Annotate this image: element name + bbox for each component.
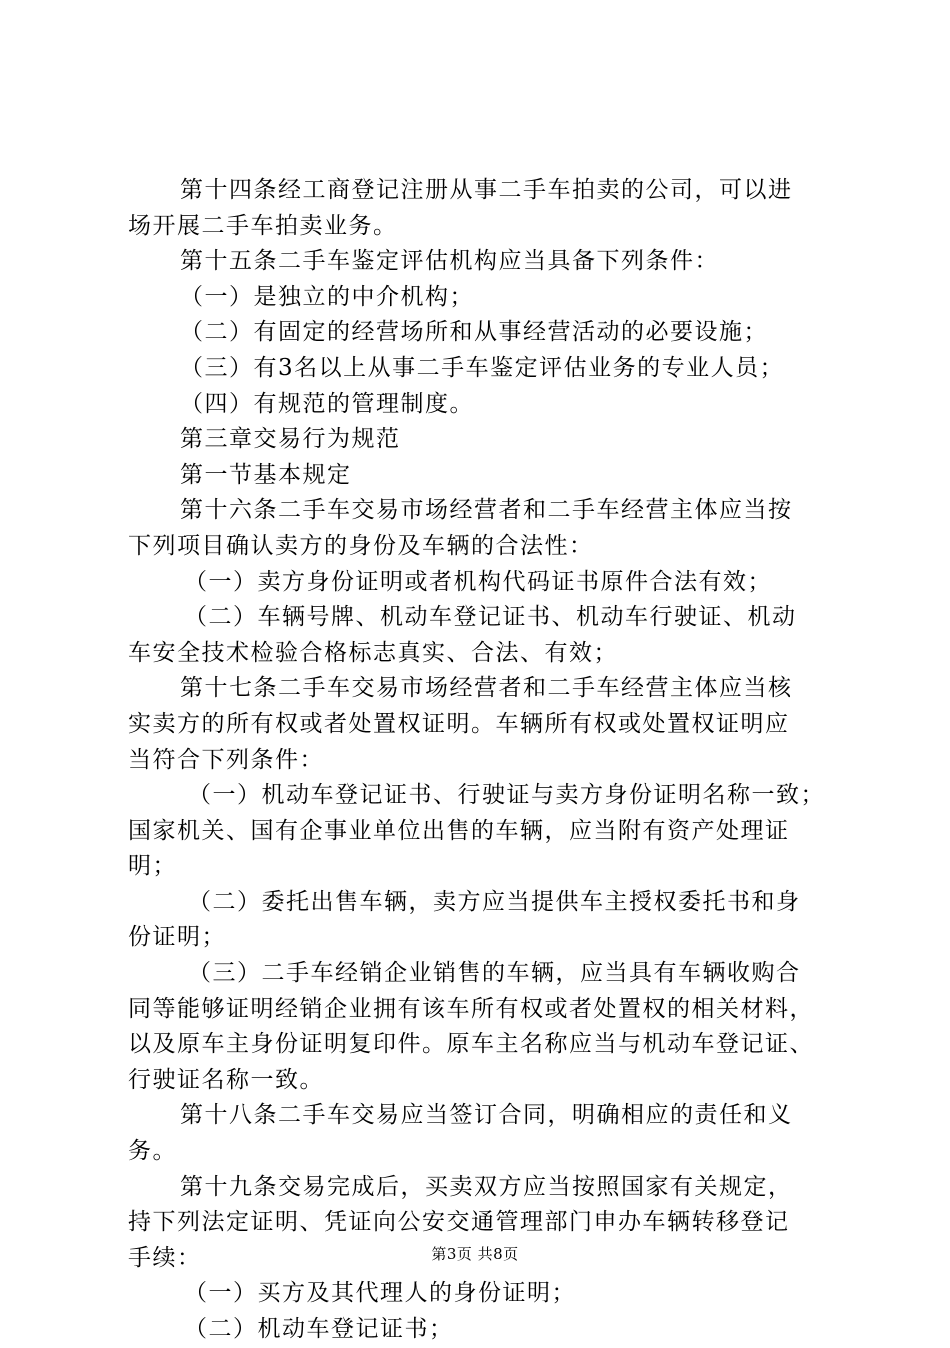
text-line: （一）买方及其代理人的身份证明； — [184, 1280, 576, 1307]
text-line: 务。 — [128, 1138, 177, 1165]
text-line: 当符合下列条件： — [128, 746, 324, 773]
text-line: 车安全技术检验合格标志真实、合法、有效； — [128, 639, 618, 666]
page-footer: 第3页 共8页 — [431, 1245, 519, 1263]
text-line: 第三章交易行为规范 — [180, 426, 401, 453]
text-line: （三）二手车经销企业销售的车辆，应当具有车辆收购合 — [188, 960, 801, 987]
text-line: （二）委托出售车辆，卖方应当提供车主授权委托书和身 — [188, 888, 801, 915]
text-line: （一）机动车登记证书、行驶证与卖方身份证明名称一致； — [188, 782, 825, 809]
text-line: （二）车辆号牌、机动车登记证书、机动车行驶证、机动 — [184, 604, 797, 631]
text-line: 第十五条二手车鉴定评估机构应当具备下列条件： — [180, 248, 719, 275]
text-line: 第十四条经工商登记注册从事二手车拍卖的公司，可以进 — [180, 177, 793, 203]
text-line: 行驶证名称一致。 — [128, 1066, 324, 1093]
text-line: （二）有固定的经营场所和从事经营活动的必要设施； — [180, 319, 768, 346]
document-body — [128, 173, 838, 1348]
text-line: （二）机动车登记证书； — [184, 1316, 454, 1342]
text-line: 份证明； — [128, 924, 226, 951]
text-line: 第十八条二手车交易应当签订合同，明确相应的责任和义 — [180, 1102, 793, 1129]
text-line: 第一节基本规定 — [180, 461, 352, 488]
text-line: 第十七条二手车交易市场经营者和二手车经营主体应当核 — [180, 675, 793, 702]
text-line: （三）有3名以上从事二手车鉴定评估业务的专业人员； — [180, 354, 785, 381]
text-line: （一）是独立的中介机构； — [180, 283, 474, 310]
text-line: 下列项目确认卖方的身份及车辆的合法性： — [128, 532, 594, 559]
text-line: （四）有规范的管理制度。 — [180, 390, 474, 417]
text-line: 明； — [128, 853, 177, 880]
text-line: （一）卖方身份证明或者机构代码证书原件合法有效； — [184, 568, 772, 595]
text-line: 以及原车主身份证明复印件。原车主名称应当与机动车登记证、 — [128, 1031, 814, 1058]
text-line: 持下列法定证明、凭证向公安交通管理部门申办车辆转移登记 — [128, 1209, 790, 1236]
text-line: 场开展二手车拍卖业务。 — [128, 212, 398, 239]
text-line: 第十九条交易完成后，买卖双方应当按照国家有关规定， — [180, 1173, 793, 1200]
text-line: 手续： — [128, 1244, 202, 1271]
text-line: 实卖方的所有权或者处置权证明。车辆所有权或处置权证明应 — [128, 710, 790, 737]
text-line: 第十六条二手车交易市场经营者和二手车经营主体应当按 — [180, 497, 793, 524]
text-line: 同等能够证明经销企业拥有该车所有权或者处置权的相关材料， — [128, 995, 814, 1022]
text-line: 国家机关、国有企事业单位出售的车辆，应当附有资产处理证 — [128, 817, 790, 844]
